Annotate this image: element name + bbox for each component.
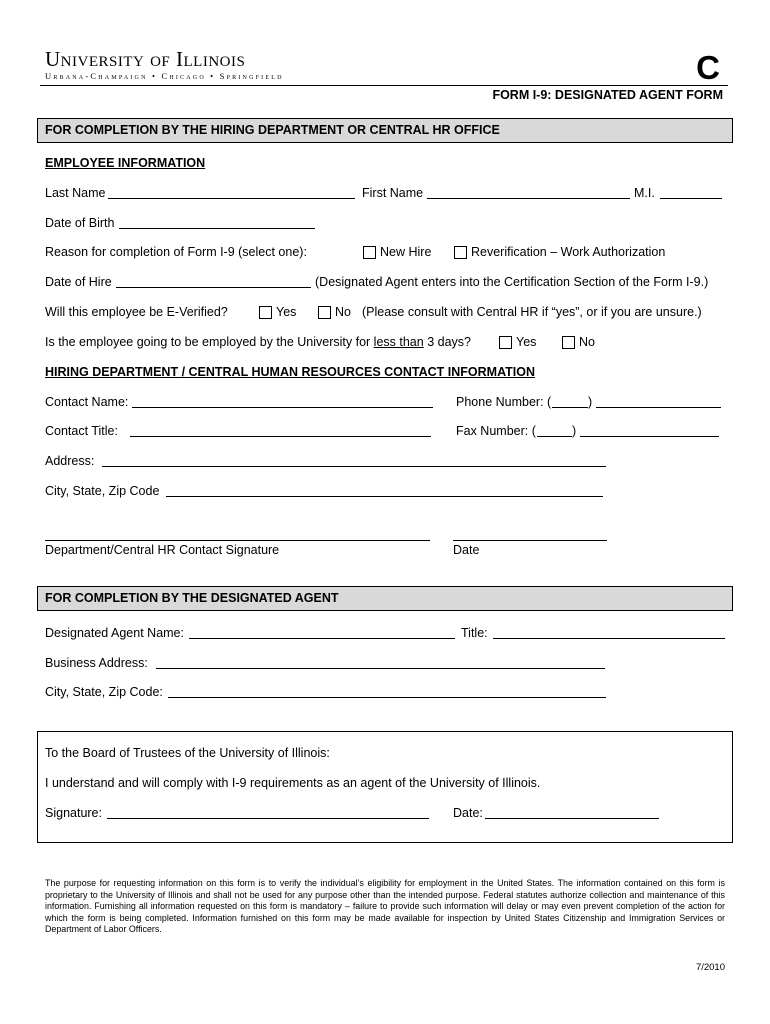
section-designated-agent-title: FOR COMPLETION BY THE DESIGNATED AGENT: [45, 591, 339, 605]
phone-label: Phone Number: (: [456, 395, 552, 409]
section-designated-agent-header: [37, 586, 733, 611]
city-state-zip-field[interactable]: [166, 496, 603, 497]
header-rule: [40, 85, 728, 86]
contact-name-label: Contact Name:: [45, 395, 129, 409]
agreement-statement: I understand and will comply with I-9 requirements as an agent of the University of Illinois.: [45, 776, 541, 790]
contact-title-field[interactable]: [130, 436, 431, 437]
last-name-field[interactable]: [108, 198, 355, 199]
contact-title-label: Contact Title:: [45, 424, 118, 438]
reason-label: Reason for completion of Form I-9 (select one):: [45, 245, 307, 259]
business-address-field[interactable]: [156, 668, 605, 669]
date-of-hire-field[interactable]: [116, 287, 311, 288]
address-label: Address:: [45, 454, 95, 468]
phone-paren-close: ): [588, 395, 593, 409]
three-days-text-a: Is the employee going to be employed by the University for: [45, 335, 371, 349]
dept-date-label: Date: [453, 543, 480, 557]
section-hiring-dept-header: [37, 118, 733, 143]
contact-name-field[interactable]: [132, 407, 433, 408]
date-of-hire-note: (Designated Agent enters into the Certification Section of the Form I-9.): [315, 275, 709, 289]
agent-date-field[interactable]: [485, 818, 659, 819]
agent-title-field[interactable]: [493, 638, 725, 639]
fax-paren-close: ): [572, 424, 577, 438]
fax-number-field[interactable]: [580, 436, 719, 437]
contact-info-heading: HIRING DEPARTMENT / CENTRAL HUMAN RESOURCES CONTACT INFORMATION: [45, 365, 536, 379]
form-title: FORM I-9: DESIGNATED AGENT FORM: [492, 88, 723, 102]
fax-label: Fax Number: (: [456, 424, 536, 438]
agent-date-label: Date:: [453, 806, 483, 820]
date-of-hire-label: Date of Hire: [45, 275, 112, 289]
dept-signature-label: Department/Central HR Contact Signature: [45, 543, 280, 557]
three-days-no-checkbox[interactable]: [562, 336, 575, 349]
dob-field[interactable]: [119, 228, 315, 229]
three-days-yes-label: Yes: [516, 335, 537, 349]
city-state-zip-label: City, State, Zip Code: [45, 484, 160, 498]
dept-date-field[interactable]: [453, 540, 607, 541]
everified-yes-checkbox[interactable]: [259, 306, 272, 319]
section-hiring-dept-title: FOR COMPLETION BY THE HIRING DEPARTMENT OR CENTRAL HR OFFICE: [45, 123, 500, 137]
fax-area-code-field[interactable]: [537, 436, 572, 437]
three-days-no-label: No: [579, 335, 595, 349]
privacy-disclaimer: The purpose for requesting information on this form is to verify the individual’s eligibility for employment in the United States. The information contained on this form is proprietary to the University of Illinois and shall not be used for any purpose other than the intended purpose. Federal statutes authorize collection and maintenance of this information. Furnishing all information requested on this form is mandatory – failure to provide such information will delay or may even prevent completion of the action for which the form is being completed. Information furnished on this form may be made available for inspection by United States Citizenship and Immigration Services or Department of Labor Officers.: [45, 878, 725, 934]
university-name: University of Illinois: [45, 47, 246, 71]
reverification-checkbox[interactable]: [454, 246, 467, 259]
everified-note: (Please consult with Central HR if “yes”, or if you are unsure.): [362, 305, 702, 319]
form-letter: C: [696, 49, 720, 86]
phone-number-field[interactable]: [596, 407, 721, 408]
three-days-yes-checkbox[interactable]: [499, 336, 512, 349]
form-revision-date: 7/2010: [695, 962, 725, 973]
business-address-label: Business Address:: [45, 656, 148, 670]
campus-list: Urbana-Champaign • Chicago • Springfield: [45, 71, 284, 81]
agent-signature-field[interactable]: [107, 818, 429, 819]
reverification-label: Reverification – Work Authorization: [471, 245, 666, 259]
mi-label: M.I.: [634, 186, 655, 200]
agent-name-label: Designated Agent Name:: [45, 626, 184, 640]
last-name-label: Last Name: [45, 186, 106, 200]
employee-info-heading: EMPLOYEE INFORMATION: [45, 156, 206, 170]
address-field[interactable]: [102, 466, 606, 467]
everified-label: Will this employee be E-Verified?: [45, 305, 228, 319]
three-days-question: [45, 335, 471, 349]
agent-city-state-zip-label: City, State, Zip Code:: [45, 685, 163, 699]
everified-no-checkbox[interactable]: [318, 306, 331, 319]
new-hire-label: New Hire: [380, 245, 432, 259]
agent-name-field[interactable]: [189, 638, 455, 639]
mi-field[interactable]: [660, 198, 722, 199]
phone-area-code-field[interactable]: [552, 407, 588, 408]
new-hire-checkbox[interactable]: [363, 246, 376, 259]
agreement-salutation: To the Board of Trustees of the University of Illinois:: [45, 746, 330, 760]
everified-no-label: No: [335, 305, 351, 319]
agent-city-state-zip-field[interactable]: [168, 697, 606, 698]
everified-yes-label: Yes: [276, 305, 297, 319]
agent-title-label: Title:: [461, 626, 488, 640]
three-days-text-b: less than: [373, 335, 424, 349]
first-name-label: First Name: [362, 186, 424, 200]
first-name-field[interactable]: [427, 198, 630, 199]
dept-signature-field[interactable]: [45, 540, 430, 541]
three-days-text-c: 3 days?: [427, 335, 471, 349]
agent-signature-label: Signature:: [45, 806, 102, 820]
dob-label: Date of Birth: [45, 216, 115, 230]
